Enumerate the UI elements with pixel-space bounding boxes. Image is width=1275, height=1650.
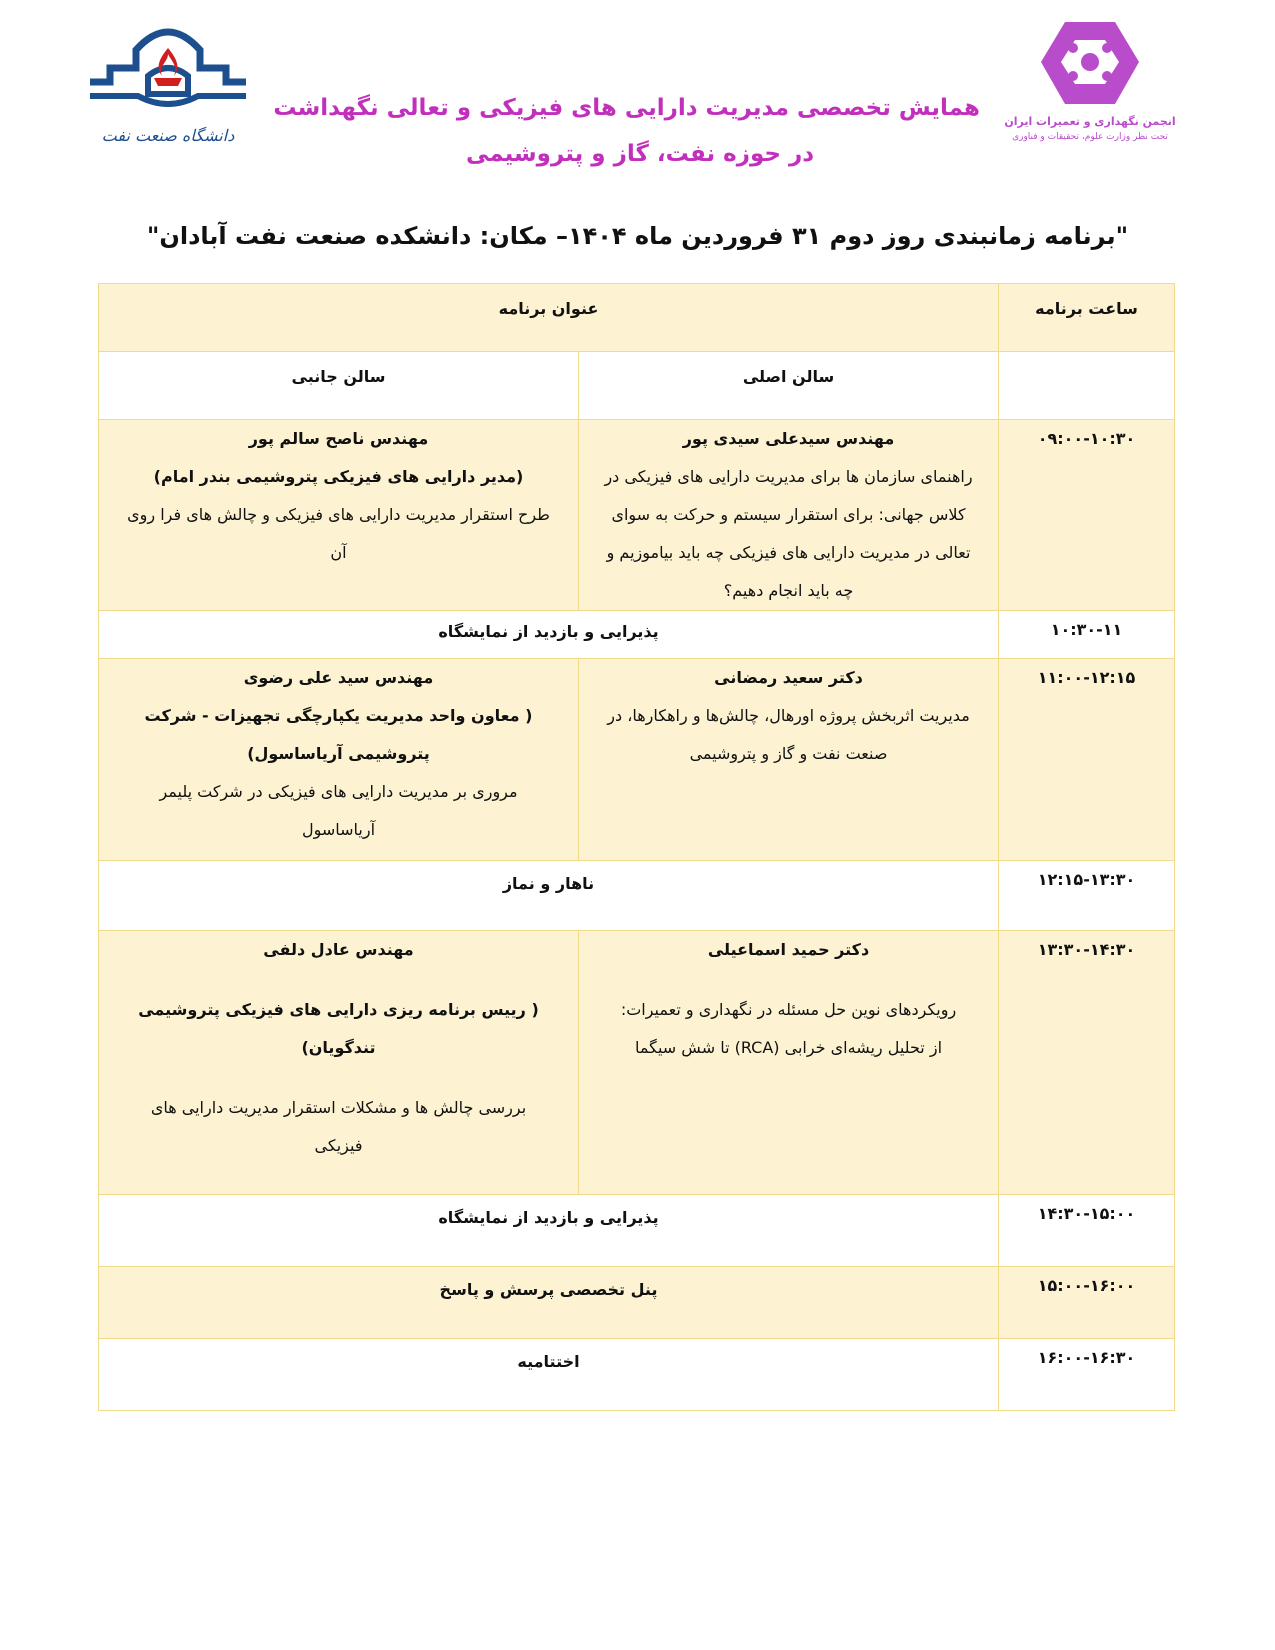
talk-topic-line: آن: [330, 543, 347, 562]
university-logo: [88, 20, 248, 155]
association-logo: [1000, 18, 1180, 158]
speaker-role: پتروشیمی آریاساسول): [247, 744, 430, 763]
halls-row-empty-cell: [999, 352, 1175, 420]
conference-title-line2: در حوزه نفت، گاز و پتروشیمی: [465, 141, 815, 167]
main-hall-session: [579, 659, 999, 861]
session-time: ۱۰:۳۰-۱۱: [999, 611, 1175, 659]
table-row: [99, 1339, 1175, 1411]
speaker-role: (مدیر دارایی های فیزیکی پتروشیمی بندر امام): [153, 467, 524, 486]
talk-topic-line: چه باید انجام دهیم؟: [723, 581, 854, 600]
panel-title: پنل تخصصی پرسش و پاسخ: [99, 1267, 999, 1339]
association-subtitle: تحت نظر وزارت علوم، تحقیقات و فناوری: [1012, 132, 1168, 142]
talk-topic-line: مروری بر مدیریت دارایی های فیزیکی در شرکت پلیمر: [159, 782, 518, 801]
conference-title: [273, 85, 980, 177]
halls-row: [99, 352, 1175, 420]
speaker-name: مهندس ناصح سالم پور: [248, 429, 429, 448]
program-column-header: عنوان برنامه: [99, 284, 999, 352]
talk-topic-line: آریاساسول: [301, 820, 376, 839]
table-row: [99, 659, 1175, 861]
university-emblem-icon: [88, 20, 248, 120]
conference-title-line1: همایش تخصصی مدیریت دارایی های فیزیکی و تعالی نگهداشت: [273, 95, 980, 121]
session-time: ۱۶:۰۰-۱۶:۳۰: [999, 1339, 1175, 1411]
table-row: [99, 861, 1175, 931]
table-row: [99, 1267, 1175, 1339]
side-hall-session: [99, 659, 579, 861]
talk-topic-line: صنعت نفت و گاز و پتروشیمی: [689, 744, 888, 763]
speaker-name: دکتر سعید رمضانی: [714, 668, 863, 687]
session-time: ۱۳:۳۰-۱۴:۳۰: [999, 931, 1175, 1195]
talk-topic-line: کلاس جهانی: برای استقرار سیستم و حرکت به سوای: [611, 505, 966, 524]
session-time: ۱۵:۰۰-۱۶:۰۰: [999, 1267, 1175, 1339]
table-row: [99, 420, 1175, 611]
side-hall-session: [99, 420, 579, 611]
talk-topic-line: بررسی چالش ها و مشکلات استقرار مدیریت دارایی های: [150, 1098, 527, 1117]
session-time: ۱۱:۰۰-۱۲:۱۵: [999, 659, 1175, 861]
session-time: ۱۴:۳۰-۱۵:۰۰: [999, 1195, 1175, 1267]
time-column-header: ساعت برنامه: [999, 284, 1175, 352]
talk-topic-line: طرح استقرار مدیریت دارایی های فیزیکی و چالش های فرا روی: [127, 505, 550, 524]
speaker-name: دکتر حمید اسماعیلی: [707, 940, 870, 959]
table-row: [99, 611, 1175, 659]
association-name: انجمن نگهداری و تعمیرات ایران: [1004, 115, 1176, 128]
main-hall-session: [579, 420, 999, 611]
speaker-name: مهندس سیدعلی سیدی پور: [682, 429, 895, 448]
talk-topic-line: راهنمای سازمان ها برای مدیریت دارایی های فیزیکی در: [604, 467, 973, 486]
break-title: پذیرایی و بازدید از نمایشگاه: [99, 1195, 999, 1267]
break-title: پذیرایی و بازدید از نمایشگاه: [99, 611, 999, 659]
talk-topic-line: رویکردهای نوین حل مسئله در نگهداری و تعمیرات:: [620, 1000, 957, 1019]
page-header: [0, 0, 1275, 200]
speaker-role: تندگویان): [301, 1038, 376, 1057]
university-logo-text: دانشگاه صنعت نفت: [101, 126, 235, 145]
main-hall-session: [579, 931, 999, 1195]
table-row: [99, 1195, 1175, 1267]
side-hall-session: [99, 931, 579, 1195]
talk-topic-line: مدیریت اثربخش پروژه اورهال، چالش‌ها و راهکارها، در: [607, 706, 970, 725]
table-header-row: [99, 284, 1175, 352]
talk-topic-line: فیزیکی: [314, 1136, 363, 1155]
session-time: ۰۹:۰۰-۱۰:۳۰: [999, 420, 1175, 611]
speaker-name: مهندس عادل دلفی: [263, 940, 414, 959]
hall-side-header: سالن جانبی: [99, 352, 579, 420]
speaker-role: ( معاون واحد مدیریت یکپارچگی تجهیزات - شرکت: [144, 706, 533, 725]
talk-topic-line: از تحلیل ریشه‌ای خرابی (RCA) تا شش سیگما: [635, 1038, 943, 1057]
break-title: ناهار و نماز: [99, 861, 999, 931]
speaker-name: مهندس سید علی رضوی: [243, 668, 434, 687]
schedule-title: "برنامه زمانبندی روز دوم ۳۱ فروردین ماه ۱۴۰۴– مکان: دانشکده صنعت نفت آبادان": [146, 222, 1129, 250]
talk-topic-line: تعالی در مدیریت دارایی های فیزیکی چه باید بیاموزیم و: [606, 543, 971, 562]
association-emblem-icon: [1035, 18, 1145, 110]
speaker-role: ( رییس برنامه ریزی دارایی های فیزیکی پتروشیمی: [138, 1000, 539, 1019]
session-time: ۱۲:۱۵-۱۳:۳۰: [999, 861, 1175, 931]
closing-title: اختتامیه: [99, 1339, 999, 1411]
hall-main-header: سالن اصلی: [579, 352, 999, 420]
table-row: [99, 931, 1175, 1195]
schedule-table: [98, 283, 1175, 1411]
